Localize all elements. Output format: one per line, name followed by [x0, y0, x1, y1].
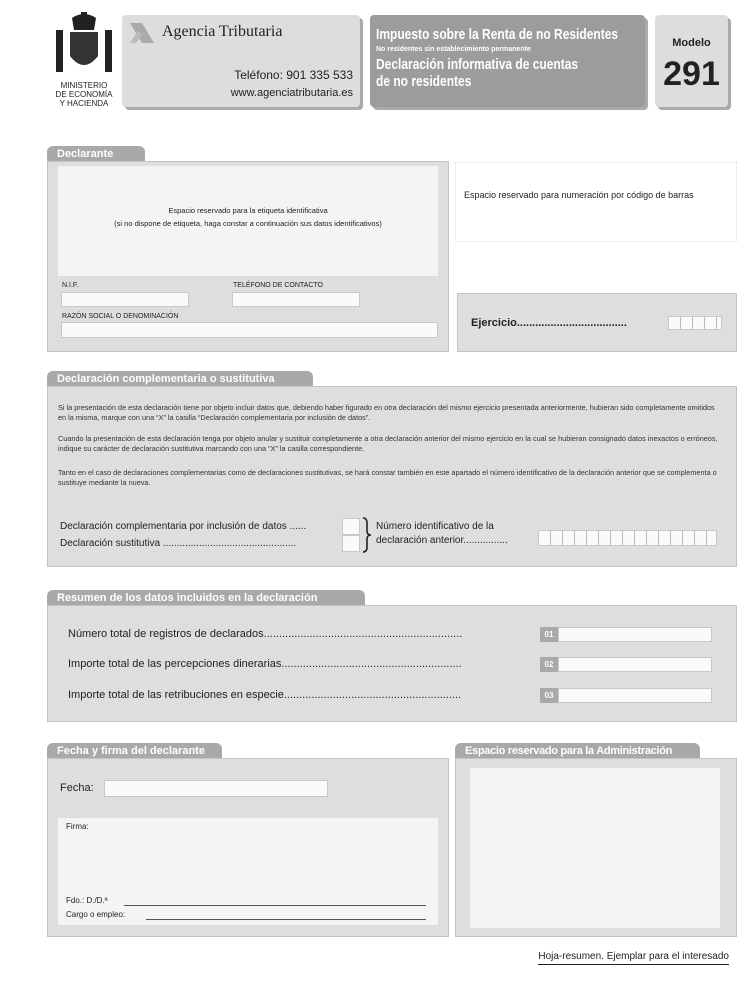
fecha-label: Fecha: [60, 782, 94, 794]
tab-complementaria: Declaración complementaria o sustitutiva [47, 371, 313, 387]
barcode-area [455, 162, 737, 242]
cargo-label: Cargo o empleo: [66, 910, 126, 919]
resumen-row-code: 02 [540, 657, 558, 672]
numero-anterior-input[interactable] [538, 530, 717, 546]
razon-social-label: RAZÓN SOCIAL O DENOMINACIÓN [62, 313, 179, 320]
complementaria-paragraph-2: Cuando la presentación de esta declaración tenga por objeto anular y sustituir completamente a otra declaración anterior del mismo ejercicio en la cual se hubieran consignado datos inexactos o erróneos, indique su carácter de declaración sustitutiva marcando con una “X” la casilla correspondiente. [58, 434, 718, 453]
phone-label: TELÉFONO DE CONTACTO [233, 282, 323, 289]
title-box [370, 15, 645, 107]
complementaria-checkbox[interactable] [342, 518, 360, 535]
modelo-box [655, 15, 728, 107]
nif-input[interactable] [61, 292, 189, 307]
complementaria-paragraph-1: Si la presentación de esta declaración tiene por objeto incluir datos que, debiendo haber figurado en otra declaración del mismo ejercicio presentada anteriormente, hubieran sido completamente omitidos en la misma, marque con una “X” la casilla “Declaración complementaria por inclusión de datos”. [58, 403, 715, 422]
brace-icon [362, 517, 372, 553]
nif-label: N.I.F. [62, 282, 79, 289]
ejercicio-input[interactable] [668, 316, 722, 330]
label-note-text: (si no dispone de etiqueta, haga constar a continuación sus datos identificativos) [114, 219, 382, 228]
tab-declarante: Declarante [47, 146, 145, 162]
tab-resumen: Resumen de los datos incluidos en la declaración [47, 590, 365, 606]
footer-note: Hoja-resumen. Ejemplar para el interesado [538, 951, 729, 965]
agency-name: Agencia Tributaria [162, 23, 283, 40]
resumen-row-label: Número total de registros de declarados................................................................. [68, 628, 463, 640]
resumen-row-code: 03 [540, 688, 558, 703]
razon-social-input[interactable] [61, 322, 438, 338]
sustitutiva-checkbox[interactable] [342, 535, 360, 552]
percepciones-dinerarias-input[interactable] [558, 657, 712, 672]
agency-logo-icon [128, 21, 156, 45]
form-title-line1: Declaración informativa de cuentas [376, 56, 579, 73]
agency-phone: Teléfono: 901 335 533 [234, 68, 353, 82]
agency-website: www.agenciatributaria.es [230, 87, 353, 99]
complementaria-checkbox-label: Declaración complementaria por inclusión de datos ...... [60, 521, 307, 532]
fdo-label: Fdo.: D./D.ª [66, 896, 108, 905]
administracion-area [470, 768, 720, 928]
modelo-number: 291 [663, 55, 720, 93]
tax-subtitle: No residentes sin establecimiento permanente [376, 46, 531, 53]
resumen-row-label: Importe total de las retribuciones en especie.......................................................... [68, 689, 462, 701]
numero-anterior-label-1: Número identificativo de la [376, 521, 494, 532]
fdo-line[interactable] [124, 905, 426, 906]
tab-fecha-firma: Fecha y firma del declarante [47, 743, 222, 759]
form-title-line2: de no residentes [376, 73, 472, 90]
ministry-logo [48, 12, 120, 112]
ministry-name [48, 81, 120, 108]
resumen-row-label: Importe total de las percepciones dinerarias........................................................... [68, 658, 462, 670]
coat-of-arms-icon [48, 12, 120, 76]
label-area [58, 166, 438, 276]
barcode-text: Espacio reservado para numeración por código de barras [464, 190, 694, 200]
cargo-line[interactable] [146, 919, 426, 920]
ministry-line: Y HACIENDA [59, 99, 109, 108]
firma-area[interactable] [58, 818, 438, 925]
sustitutiva-checkbox-label: Declaración sustitutiva ................................................ [60, 538, 297, 549]
tax-title: Impuesto sobre la Renta de no Residentes [376, 26, 619, 43]
resumen-row-code: 01 [540, 627, 558, 642]
phone-input[interactable] [232, 292, 360, 307]
fecha-input[interactable] [104, 780, 328, 797]
ministry-line: MINISTERIO [60, 81, 108, 90]
agency-box [122, 15, 360, 107]
ministry-line: DE ECONOMÍA [55, 90, 113, 99]
registros-total-input[interactable] [558, 627, 712, 642]
ejercicio-label: Ejercicio.................................... [471, 317, 627, 329]
complementaria-paragraph-3: Tanto en el caso de declaraciones complementarias como de declaraciones sustitutivas, se hará constar también en este apartado el número identificativo de la declaración anterior que se complementa o sustituye mediante la nueva. [58, 468, 717, 487]
ejercicio-section [457, 293, 737, 352]
modelo-label: Modelo [672, 37, 711, 49]
tab-administracion: Espacio reservado para la Administración [455, 743, 700, 759]
numero-anterior-label-2: declaración anterior................ [376, 535, 508, 546]
retribuciones-especie-input[interactable] [558, 688, 712, 703]
label-space-text: Espacio reservado para la etiqueta identificativa [168, 206, 328, 215]
firma-label: Firma: [66, 822, 89, 831]
